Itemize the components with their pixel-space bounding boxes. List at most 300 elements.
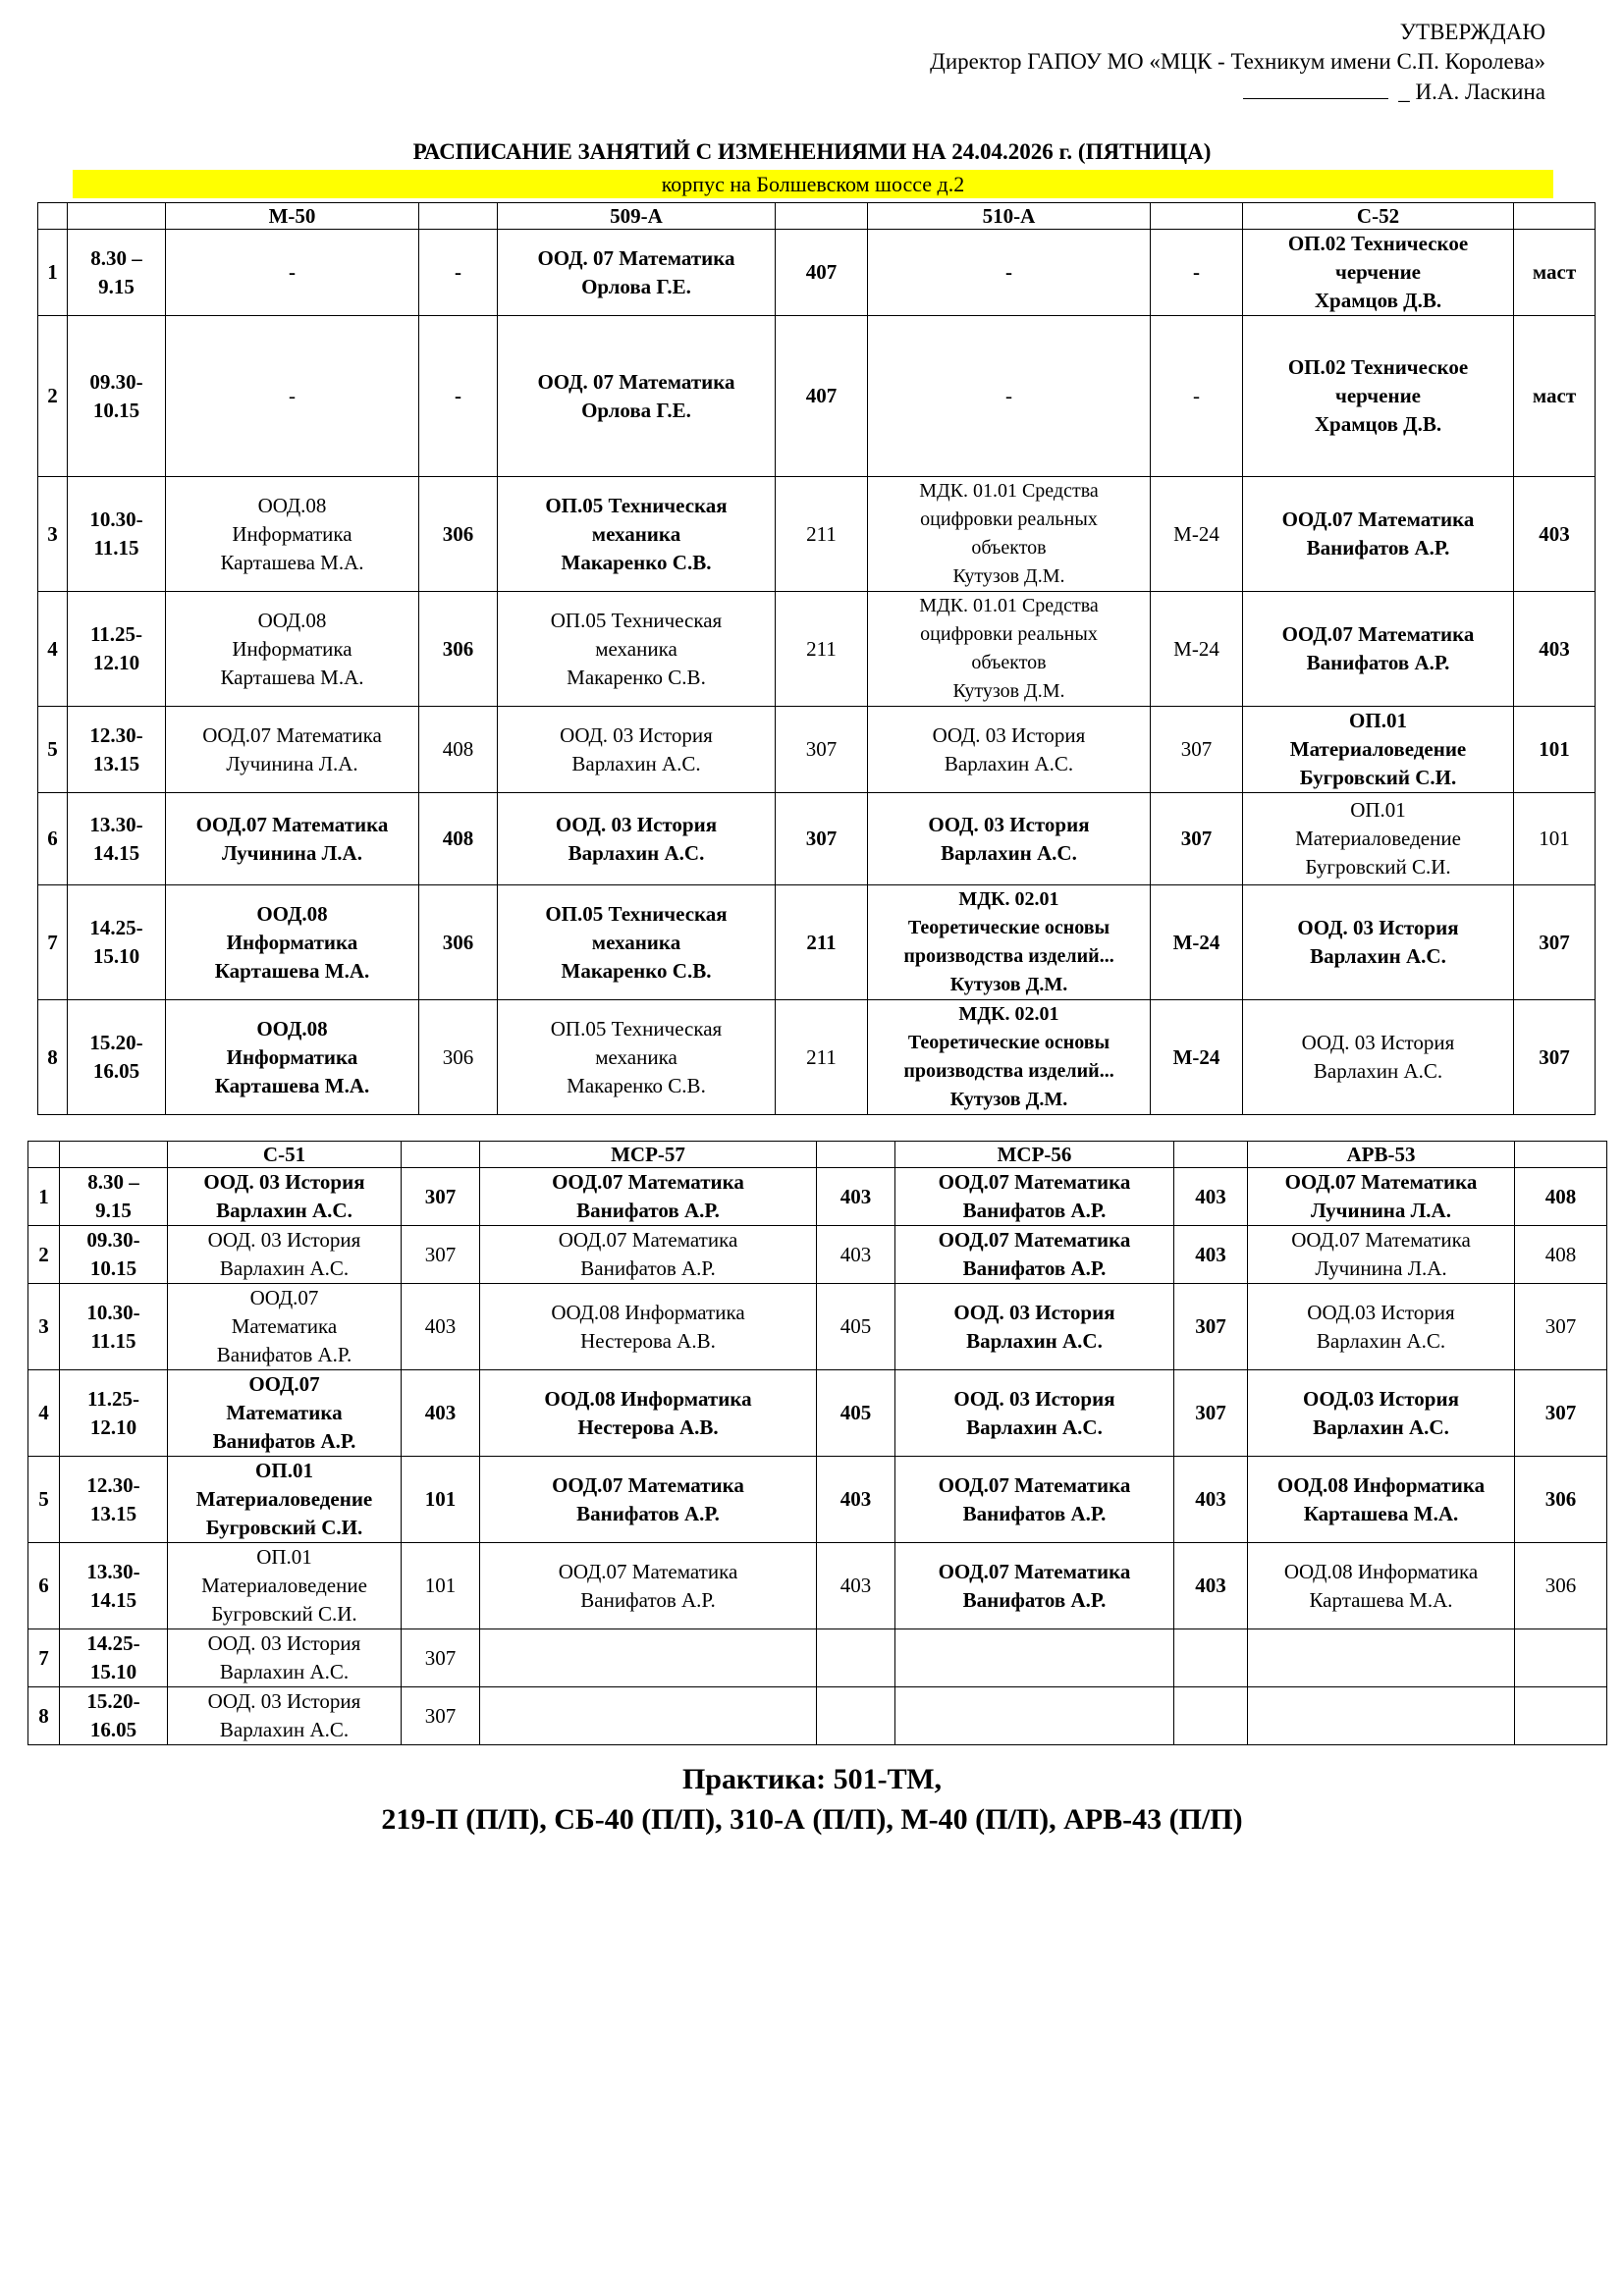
cell-line: черчение: [1334, 260, 1421, 284]
schedule-table-2: [27, 1141, 1607, 1745]
subject-cell: [166, 316, 419, 477]
subject-cell: [868, 230, 1151, 316]
lesson-time: [68, 316, 166, 477]
cell-line: оцифровки реальных: [920, 508, 1098, 530]
cell-line: Варлахин А.С.: [1310, 944, 1446, 968]
cell-line: Ванифатов А.Р.: [576, 1501, 720, 1525]
lesson-row: [38, 707, 1596, 793]
cell-line: 403: [839, 1242, 872, 1266]
header-room-blank: [817, 1142, 895, 1168]
subject-cell: [895, 1226, 1174, 1284]
lesson-number: 7: [38, 885, 68, 1000]
group-header: МСР-56: [895, 1142, 1174, 1168]
room-cell: [817, 1284, 895, 1370]
cell-line: ООД. 03 История: [1301, 1031, 1455, 1054]
group-header: МСР-57: [480, 1142, 817, 1168]
cell-line: 307: [424, 1645, 457, 1670]
cell-line: 306: [442, 521, 474, 546]
cell-line: 403: [1195, 1574, 1226, 1597]
cell-line: Математика: [231, 1314, 338, 1338]
cell-line: Варлахин А.С.: [568, 840, 705, 865]
subject-cell: [1248, 1370, 1515, 1457]
cell-line: 16.05: [89, 1718, 137, 1741]
cell-line: 408: [1544, 1242, 1577, 1266]
cell-line: ООД. 03 История: [932, 722, 1086, 747]
group-header: М-50: [166, 203, 419, 230]
cell-line: ООД.07 Математика: [552, 1170, 744, 1194]
cell-line: Карташева М.А.: [220, 550, 364, 574]
lesson-row: [28, 1543, 1607, 1629]
schedule-table-1: [37, 202, 1596, 1115]
room-cell: [1174, 1457, 1248, 1543]
cell-line: Теоретические основы: [907, 917, 1110, 938]
cell-line: Теоретические основы: [907, 1032, 1110, 1053]
subject-cell: [498, 592, 776, 707]
cell-line: 307: [1544, 1401, 1577, 1424]
lesson-number: 6: [28, 1543, 60, 1629]
cell-line: Лучинина Л.А.: [222, 840, 362, 865]
cell-line: ООД.08 Информатика: [544, 1386, 752, 1411]
cell-line: ООД.07 Математика: [938, 1559, 1131, 1583]
subject-cell: [1243, 707, 1514, 793]
room-cell: [1174, 1629, 1248, 1687]
cell-line: 11.15: [93, 536, 139, 560]
cell-line: Варлахин А.С.: [944, 751, 1074, 775]
cell-line: ООД. 03 История: [560, 722, 713, 747]
subject-cell: [480, 1543, 817, 1629]
lesson-time: [60, 1226, 168, 1284]
subject-cell: [498, 316, 776, 477]
room-cell: [419, 793, 498, 885]
cell-line: Ванифатов А.Р.: [576, 1199, 720, 1222]
cell-line: ООД.07 Математика: [1291, 1228, 1471, 1252]
room-cell: [817, 1543, 895, 1629]
cell-line: 9.15: [98, 274, 135, 298]
cell-line: 211: [806, 930, 837, 954]
cell-line: производства изделий...: [903, 945, 1114, 967]
cell-line: Макаренко С.В.: [567, 1073, 706, 1097]
subject-cell: [498, 707, 776, 793]
cell-line: Ванифатов А.Р.: [962, 1587, 1107, 1612]
cell-line: 09.30-: [89, 369, 143, 394]
approval-word: УТВЕРЖДАЮ: [1399, 20, 1545, 44]
cell-line: Информатика: [226, 930, 358, 954]
lesson-number: 5: [38, 707, 68, 793]
cell-line: Варлахин А.С.: [941, 840, 1077, 865]
room-cell: [1174, 1687, 1248, 1745]
header-room-blank: [419, 203, 498, 230]
subject-cell: [1243, 1000, 1514, 1115]
lesson-number: 3: [28, 1284, 60, 1370]
room-cell: [402, 1284, 480, 1370]
cell-line: 11.25-: [89, 622, 143, 646]
cell-line: 15.10: [92, 944, 140, 968]
cell-line: -: [455, 384, 461, 407]
cell-line: Материаловедение: [1289, 737, 1467, 761]
subject-cell: [166, 1000, 419, 1115]
lesson-time: [60, 1370, 168, 1457]
subject-cell: [498, 1000, 776, 1115]
subject-cell: [498, 230, 776, 316]
cell-line: 211: [806, 636, 837, 661]
cell-line: Математика: [226, 1401, 343, 1424]
room-cell: [1515, 1687, 1607, 1745]
cell-line: 403: [424, 1401, 457, 1424]
subject-cell: [868, 707, 1151, 793]
room-cell: [776, 316, 868, 477]
cell-line: 307: [424, 1184, 457, 1208]
practice-line-1: Практика: 501-ТМ,: [681, 1763, 943, 1795]
room-cell: [1514, 793, 1596, 885]
room-cell: [1174, 1543, 1248, 1629]
subject-cell: [895, 1457, 1174, 1543]
cell-line: 13.30-: [86, 1559, 140, 1583]
subject-cell: [168, 1629, 402, 1687]
cell-line: 211: [806, 521, 837, 546]
room-cell: [817, 1687, 895, 1745]
subject-cell: [1248, 1168, 1515, 1226]
cell-line: ООД.07 Математика: [1281, 507, 1475, 531]
cell-line: 307: [1544, 1314, 1577, 1338]
cell-line: ООД. 07 Математика: [537, 245, 735, 270]
signature-line: [1243, 77, 1388, 99]
cell-line: М-24: [1172, 930, 1220, 954]
lesson-number: 8: [38, 1000, 68, 1115]
cell-line: ОП.01: [1350, 798, 1406, 822]
cell-line: Информатика: [232, 636, 352, 661]
cell-line: 405: [839, 1401, 872, 1424]
cell-line: МДК. 01.01 Средства: [919, 480, 1099, 502]
subject-cell: [895, 1687, 1174, 1745]
room-cell: [1514, 1000, 1596, 1115]
subject-cell: [168, 1370, 402, 1457]
cell-line: черчение: [1334, 384, 1421, 407]
lesson-time: [60, 1543, 168, 1629]
cell-line: -: [1193, 384, 1200, 407]
cell-line: Карташева М.А.: [220, 665, 364, 689]
cell-line: 15.20-: [89, 1031, 143, 1054]
header-blank: [28, 1142, 60, 1168]
cell-line: Кутузов Д.М.: [952, 565, 1065, 587]
cell-line: -: [1193, 260, 1200, 284]
group-header: 510-А: [868, 203, 1151, 230]
lesson-number: 2: [38, 316, 68, 477]
approval-position: Директор ГАПОУ МО «МЦК - Техникум имени С.П. Королева»: [930, 49, 1545, 74]
lesson-time: [60, 1687, 168, 1745]
subject-cell: [480, 1629, 817, 1687]
cell-line: производства изделий...: [903, 1060, 1114, 1082]
header-room-blank: [402, 1142, 480, 1168]
cell-line: 13.15: [92, 751, 140, 775]
lesson-number: 5: [28, 1457, 60, 1543]
cell-line: 12.10: [89, 1415, 137, 1439]
lesson-number: 4: [28, 1370, 60, 1457]
cell-line: 403: [839, 1574, 872, 1597]
cell-line: Нестерова А.В.: [580, 1328, 716, 1353]
practice-line-2: 219-П (П/П), СБ-40 (П/П), 310-А (П/П), М-40 (П/П), АРВ-43 (П/П): [381, 1803, 1243, 1836]
cell-line: ООД.03 История: [1303, 1386, 1459, 1411]
cell-line: 403: [839, 1487, 872, 1511]
lesson-time: [68, 1000, 166, 1115]
room-cell: [1151, 477, 1243, 592]
cell-line: 403: [1539, 521, 1570, 546]
cell-line: Храмцов Д.В.: [1314, 289, 1442, 312]
subject-cell: [168, 1687, 402, 1745]
cell-line: ООД.07 Математика: [195, 812, 389, 836]
cell-line: 306: [442, 1044, 474, 1069]
subject-cell: [895, 1168, 1174, 1226]
cell-line: 408: [442, 827, 474, 850]
lesson-time: [68, 707, 166, 793]
subject-cell: [868, 592, 1151, 707]
lesson-row: [28, 1284, 1607, 1370]
lesson-row: [38, 316, 1596, 477]
subject-cell: [1248, 1543, 1515, 1629]
subject-cell: [895, 1284, 1174, 1370]
cell-line: Варлахин А.С.: [966, 1328, 1103, 1353]
lesson-time: [60, 1629, 168, 1687]
page-title: РАСПИСАНИЕ ЗАНЯТИЙ С ИЗМЕНЕНИЯМИ НА 24.04.2026 г. (ПЯТНИЦА): [412, 139, 1212, 164]
cell-line: ООД.07: [249, 1286, 319, 1309]
cell-line: ООД.07 Математика: [1281, 622, 1475, 646]
lesson-time: [60, 1168, 168, 1226]
cell-line: 307: [1539, 930, 1570, 954]
cell-line: Ванифатов А.Р.: [962, 1199, 1107, 1222]
cell-line: Ванифатов А.Р.: [1306, 651, 1450, 674]
room-cell: [402, 1543, 480, 1629]
cell-line: ООД. 03 История: [207, 1631, 361, 1655]
subject-cell: [166, 477, 419, 592]
cell-line: МДК. 01.01 Средства: [919, 595, 1099, 616]
lesson-number: 3: [38, 477, 68, 592]
cell-line: механика: [591, 930, 681, 954]
cell-line: М-24: [1173, 521, 1219, 546]
subject-cell: [1243, 592, 1514, 707]
lesson-row: [28, 1226, 1607, 1284]
room-cell: [817, 1370, 895, 1457]
room-cell: [1515, 1226, 1607, 1284]
cell-line: Варлахин А.С.: [216, 1199, 352, 1222]
cell-line: ООД. 03 История: [207, 1689, 361, 1713]
cell-line: ООД.07 Математика: [552, 1472, 744, 1497]
room-cell: [1515, 1457, 1607, 1543]
room-cell: [419, 230, 498, 316]
header-room-blank: [1151, 203, 1243, 230]
lesson-number: 1: [38, 230, 68, 316]
room-cell: [1514, 316, 1596, 477]
room-cell: [1515, 1629, 1607, 1687]
cell-line: Бугровский С.И.: [1299, 766, 1457, 789]
approval-signature: _ И.А. Ласкина: [930, 77, 1545, 107]
subject-cell: [1243, 316, 1514, 477]
room-cell: [1514, 477, 1596, 592]
cell-line: Кутузов Д.М.: [949, 1089, 1068, 1110]
subject-cell: [1243, 793, 1514, 885]
cell-line: 307: [424, 1703, 457, 1728]
cell-line: ОП.01: [255, 1459, 313, 1482]
room-cell: [776, 592, 868, 707]
subject-cell: [1248, 1457, 1515, 1543]
room-cell: [402, 1629, 480, 1687]
room-cell: [419, 592, 498, 707]
cell-line: ОП.02 Техническое: [1287, 355, 1469, 379]
group-header: АРВ-53: [1248, 1142, 1515, 1168]
subject-cell: [1248, 1226, 1515, 1284]
cell-line: ООД.07 Математика: [202, 722, 382, 747]
cell-line: М-24: [1173, 636, 1219, 661]
header-room-blank: [1174, 1142, 1248, 1168]
room-cell: [1514, 707, 1596, 793]
cell-line: Карташева М.А.: [1309, 1587, 1453, 1612]
cell-line: ООД.03 История: [1307, 1300, 1455, 1324]
cell-line: 16.05: [92, 1059, 140, 1083]
room-cell: [1174, 1168, 1248, 1226]
cell-line: 12.30-: [89, 722, 143, 747]
subject-cell: [1243, 885, 1514, 1000]
lesson-row: [28, 1687, 1607, 1745]
lesson-row: [28, 1457, 1607, 1543]
subject-cell: [168, 1543, 402, 1629]
subject-cell: [895, 1629, 1174, 1687]
cell-line: 14.25-: [86, 1631, 140, 1655]
lesson-number: 7: [28, 1629, 60, 1687]
cell-line: 10.15: [89, 1256, 137, 1280]
approval-block: [930, 18, 1545, 107]
cell-line: 307: [1195, 1401, 1226, 1424]
cell-line: Варлахин А.С.: [219, 1718, 350, 1741]
cell-line: 403: [1195, 1242, 1226, 1266]
lesson-time: [60, 1284, 168, 1370]
cell-line: ООД. 03 История: [953, 1300, 1115, 1324]
cell-line: Лучинина Л.А.: [1311, 1199, 1451, 1222]
cell-line: 405: [839, 1314, 872, 1338]
cell-line: ООД. 03 История: [1297, 916, 1459, 939]
cell-line: 10.30-: [86, 1300, 140, 1324]
subject-cell: [868, 885, 1151, 1000]
room-cell: [1515, 1168, 1607, 1226]
cell-line: Ванифатов А.Р.: [962, 1256, 1107, 1280]
cell-line: 306: [442, 636, 474, 661]
lesson-row: [38, 885, 1596, 1000]
cell-line: 403: [424, 1314, 457, 1338]
subject-cell: [498, 885, 776, 1000]
cell-line: Карташева М.А.: [214, 958, 370, 983]
subject-cell: [480, 1168, 817, 1226]
room-cell: [1174, 1370, 1248, 1457]
cell-line: 307: [805, 827, 838, 850]
cell-line: 09.30-: [86, 1228, 140, 1252]
cell-line: ООД.08 Информатика: [1283, 1559, 1479, 1583]
cell-line: Материаловедение: [201, 1574, 367, 1597]
cell-line: Лучинина Л.А.: [226, 751, 358, 775]
lesson-number: 8: [28, 1687, 60, 1745]
subject-cell: [480, 1284, 817, 1370]
room-cell: [402, 1168, 480, 1226]
cell-line: МДК. 02.01: [958, 1003, 1059, 1025]
subject-cell: [1248, 1629, 1515, 1687]
cell-line: ООД. 03 История: [555, 812, 718, 836]
subject-cell: [480, 1226, 817, 1284]
cell-line: Ванифатов А.Р.: [216, 1343, 352, 1366]
cell-line: Карташева М.А.: [1303, 1501, 1459, 1525]
room-cell: [1515, 1370, 1607, 1457]
cell-line: Бугровский С.И.: [211, 1602, 357, 1626]
subject-cell: [166, 793, 419, 885]
subject-cell: [166, 592, 419, 707]
cell-line: 8.30 –: [90, 245, 142, 270]
cell-line: Ванифатов А.Р.: [580, 1256, 716, 1280]
cell-line: 8.30 –: [87, 1170, 139, 1194]
room-cell: [1514, 885, 1596, 1000]
subject-cell: [166, 707, 419, 793]
signature-name: И.А. Ласкина: [1415, 80, 1545, 104]
cell-line: -: [289, 260, 296, 284]
cell-line: 408: [1544, 1184, 1577, 1208]
cell-line: Лучинина Л.А.: [1315, 1256, 1447, 1280]
cell-line: 307: [1195, 1314, 1226, 1338]
cell-line: Кутузов Д.М.: [949, 974, 1068, 995]
subject-cell: [166, 230, 419, 316]
cell-line: Ванифатов А.Р.: [962, 1501, 1107, 1525]
cell-line: 11.15: [90, 1328, 136, 1353]
cell-line: 101: [1539, 737, 1570, 761]
subject-cell: [498, 477, 776, 592]
cell-line: ООД.08: [256, 1016, 328, 1041]
room-cell: [419, 316, 498, 477]
lesson-number: 2: [28, 1226, 60, 1284]
cell-line: ООД.07 Математика: [938, 1228, 1131, 1252]
room-cell: [419, 1000, 498, 1115]
cell-line: Информатика: [226, 1044, 358, 1069]
subject-cell: [895, 1543, 1174, 1629]
cell-line: 101: [424, 1574, 457, 1597]
room-cell: [776, 477, 868, 592]
cell-line: Материаловедение: [195, 1487, 373, 1511]
cell-line: 307: [1180, 737, 1213, 761]
lesson-number: 4: [38, 592, 68, 707]
lesson-row: [38, 793, 1596, 885]
subject-cell: [168, 1226, 402, 1284]
cell-line: 101: [424, 1487, 457, 1511]
room-cell: [776, 230, 868, 316]
subject-cell: [868, 1000, 1151, 1115]
room-cell: [1151, 230, 1243, 316]
cell-line: 14.15: [89, 1587, 137, 1612]
lesson-time: [68, 793, 166, 885]
cell-line: 403: [1539, 636, 1570, 661]
subject-cell: [1243, 230, 1514, 316]
cell-line: Бугровский С.И.: [1305, 855, 1451, 879]
lesson-row: [38, 477, 1596, 592]
cell-line: Варлахин А.С.: [1313, 1415, 1449, 1439]
lesson-time: [60, 1457, 168, 1543]
room-cell: [776, 1000, 868, 1115]
group-header-row: [28, 1142, 1607, 1168]
cell-line: 408: [442, 737, 474, 761]
header-room-blank: [776, 203, 868, 230]
cell-line: 12.10: [92, 651, 140, 674]
subject-cell: [868, 316, 1151, 477]
cell-line: Материаловедение: [1295, 827, 1461, 850]
lesson-row: [28, 1370, 1607, 1457]
cell-line: Кутузов Д.М.: [952, 680, 1065, 702]
cell-line: Варлахин А.С.: [571, 751, 701, 775]
room-cell: [402, 1370, 480, 1457]
subject-cell: [480, 1457, 817, 1543]
subject-cell: [166, 885, 419, 1000]
subject-cell: [168, 1284, 402, 1370]
cell-line: ООД.08 Информатика: [551, 1300, 745, 1324]
